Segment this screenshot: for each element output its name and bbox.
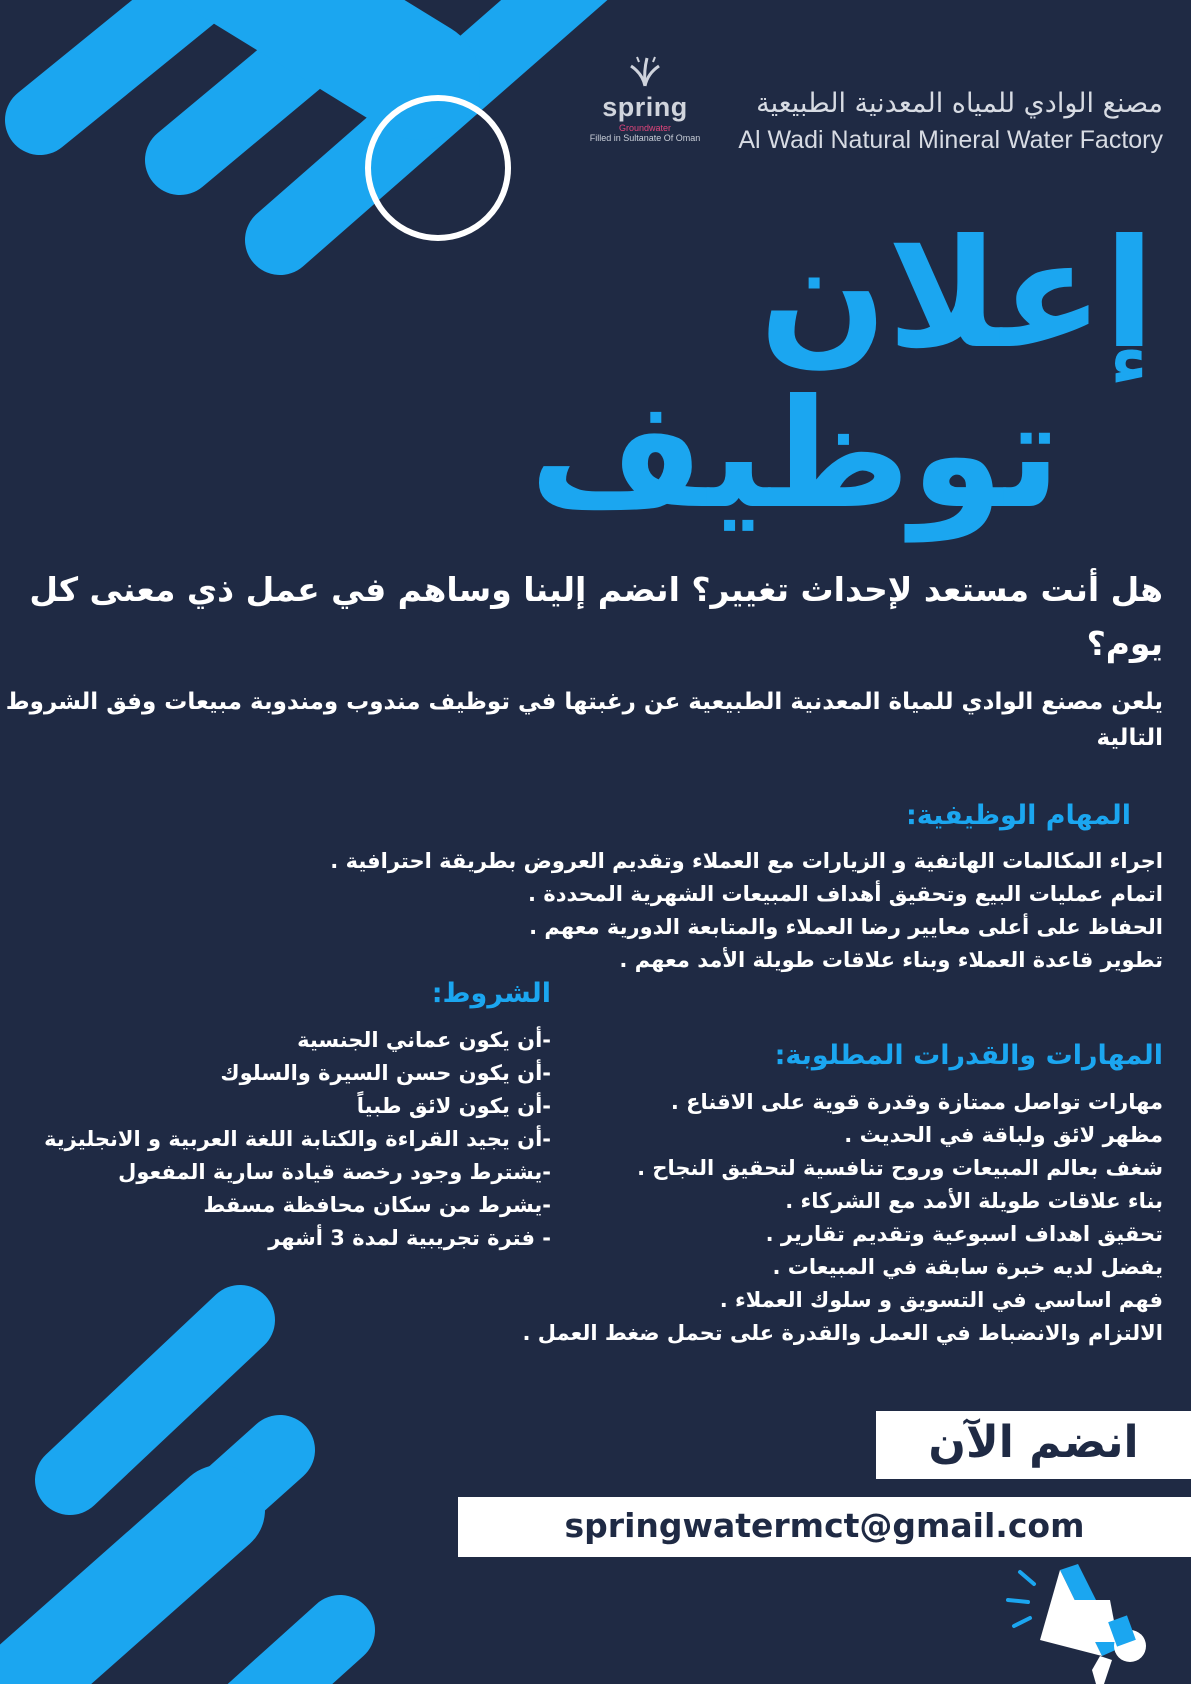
list-item: -أن يجيد القراءة والكتابة اللغة العربية و الانجليزية — [44, 1127, 551, 1151]
spring-logo — [585, 56, 705, 143]
deco-stripe-1 — [40, 0, 200, 120]
list-item: شغف بعالم المبيعات وروح تنافسية لتحقيق النجاح . — [637, 1156, 1163, 1180]
deco-stripe-4 — [70, 1320, 240, 1480]
list-item: -يشرط من سكان محافظة مسقط — [203, 1193, 551, 1217]
list-item: -أن يكون عماني الجنسية — [297, 1028, 551, 1052]
megaphone-icon — [1000, 1560, 1170, 1684]
list-item: اتمام عمليات البيع وتحقيق أهداف المبيعات الشهرية المحددة . — [528, 882, 1163, 906]
deco-stripe-2 — [180, 60, 300, 160]
list-item: تطوير قاعدة العملاء وبناء علاقات طويلة الأمد معهم . — [619, 948, 1163, 972]
list-item: الحفاظ على أعلى معايير رضا العملاء والمتابعة الدورية معهم . — [529, 915, 1163, 939]
list-item: بناء علاقات طويلة الأمد مع الشركاء . — [785, 1189, 1163, 1213]
intro-text: يلعن مصنع الوادي للمياة المعدنية الطبيعية عن رغبتها في توظيف مندوب ومندوبة مبيعات وفق الشروط التالية — [5, 689, 1163, 751]
list-item: -أن يكون لائق طبياً — [356, 1094, 551, 1118]
spring-logo-icon — [625, 56, 665, 88]
title-line-2: توظيف — [529, 368, 1061, 542]
skills-title: المهارات والقدرات المطلوبة: — [774, 1040, 1163, 1071]
list-item: تحقيق اهداف اسبوعية وتقديم تقارير . — [765, 1222, 1163, 1246]
logo-word: spring — [602, 92, 688, 122]
tasks-title: المهام الوظيفية: — [905, 800, 1131, 831]
list-item: يفضل لديه خبرة سابقة في المبيعات . — [772, 1255, 1163, 1279]
list-item: فهم اساسي في التسويق و سلوك العملاء . — [719, 1288, 1163, 1312]
list-item: - فترة تجريبية لمدة 3 أشهر — [268, 1226, 551, 1250]
conditions-title: الشروط: — [431, 978, 551, 1009]
email-link[interactable]: springwatermct@gmail.com — [564, 1506, 1085, 1545]
deco-stripe-7 — [0, 1510, 220, 1684]
logo-subtitle-2: Filled in Sultanate Of Oman — [589, 133, 701, 143]
company-name-arabic: مصنع الوادي للمياه المعدنية الطبيعية — [756, 88, 1163, 119]
company-name-english: Al Wadi Natural Mineral Water Factory — [738, 126, 1163, 154]
skills-list — [523, 1086, 1163, 1350]
deco-stripe-6 — [240, 1630, 340, 1684]
list-item: مظهر لائق ولباقة في الحديث . — [844, 1123, 1163, 1147]
join-now-button[interactable] — [876, 1411, 1191, 1479]
list-item: الالتزام والانضباط في العمل والقدرة على تحمل ضغط العمل . — [522, 1321, 1163, 1345]
conditions-list — [44, 1024, 551, 1255]
list-item: -أن يكون حسن السيرة والسلوك — [220, 1061, 551, 1085]
list-item: مهارات تواصل ممتازة وقدرة قوية على الاقناع . — [670, 1090, 1163, 1114]
list-item: اجراء المكالمات الهاتفية و الزيارات مع العملاء وتقديم العروض بطريقة احترافية . — [330, 849, 1163, 873]
tasks-list — [330, 845, 1163, 977]
logo-subtitle-1: Groundwater — [618, 123, 672, 133]
list-item: -يشترط وجود رخصة قيادة سارية المفعول — [118, 1160, 551, 1184]
headline: هل أنت مستعد لإحداث تغيير؟ انضم إلينا وساهم في عمل ذي معنى كل يوم؟ — [29, 570, 1163, 663]
email-box[interactable] — [458, 1497, 1191, 1557]
join-now-label: انضم الآن — [928, 1417, 1139, 1468]
title-line-1: إعلان — [759, 208, 1155, 382]
